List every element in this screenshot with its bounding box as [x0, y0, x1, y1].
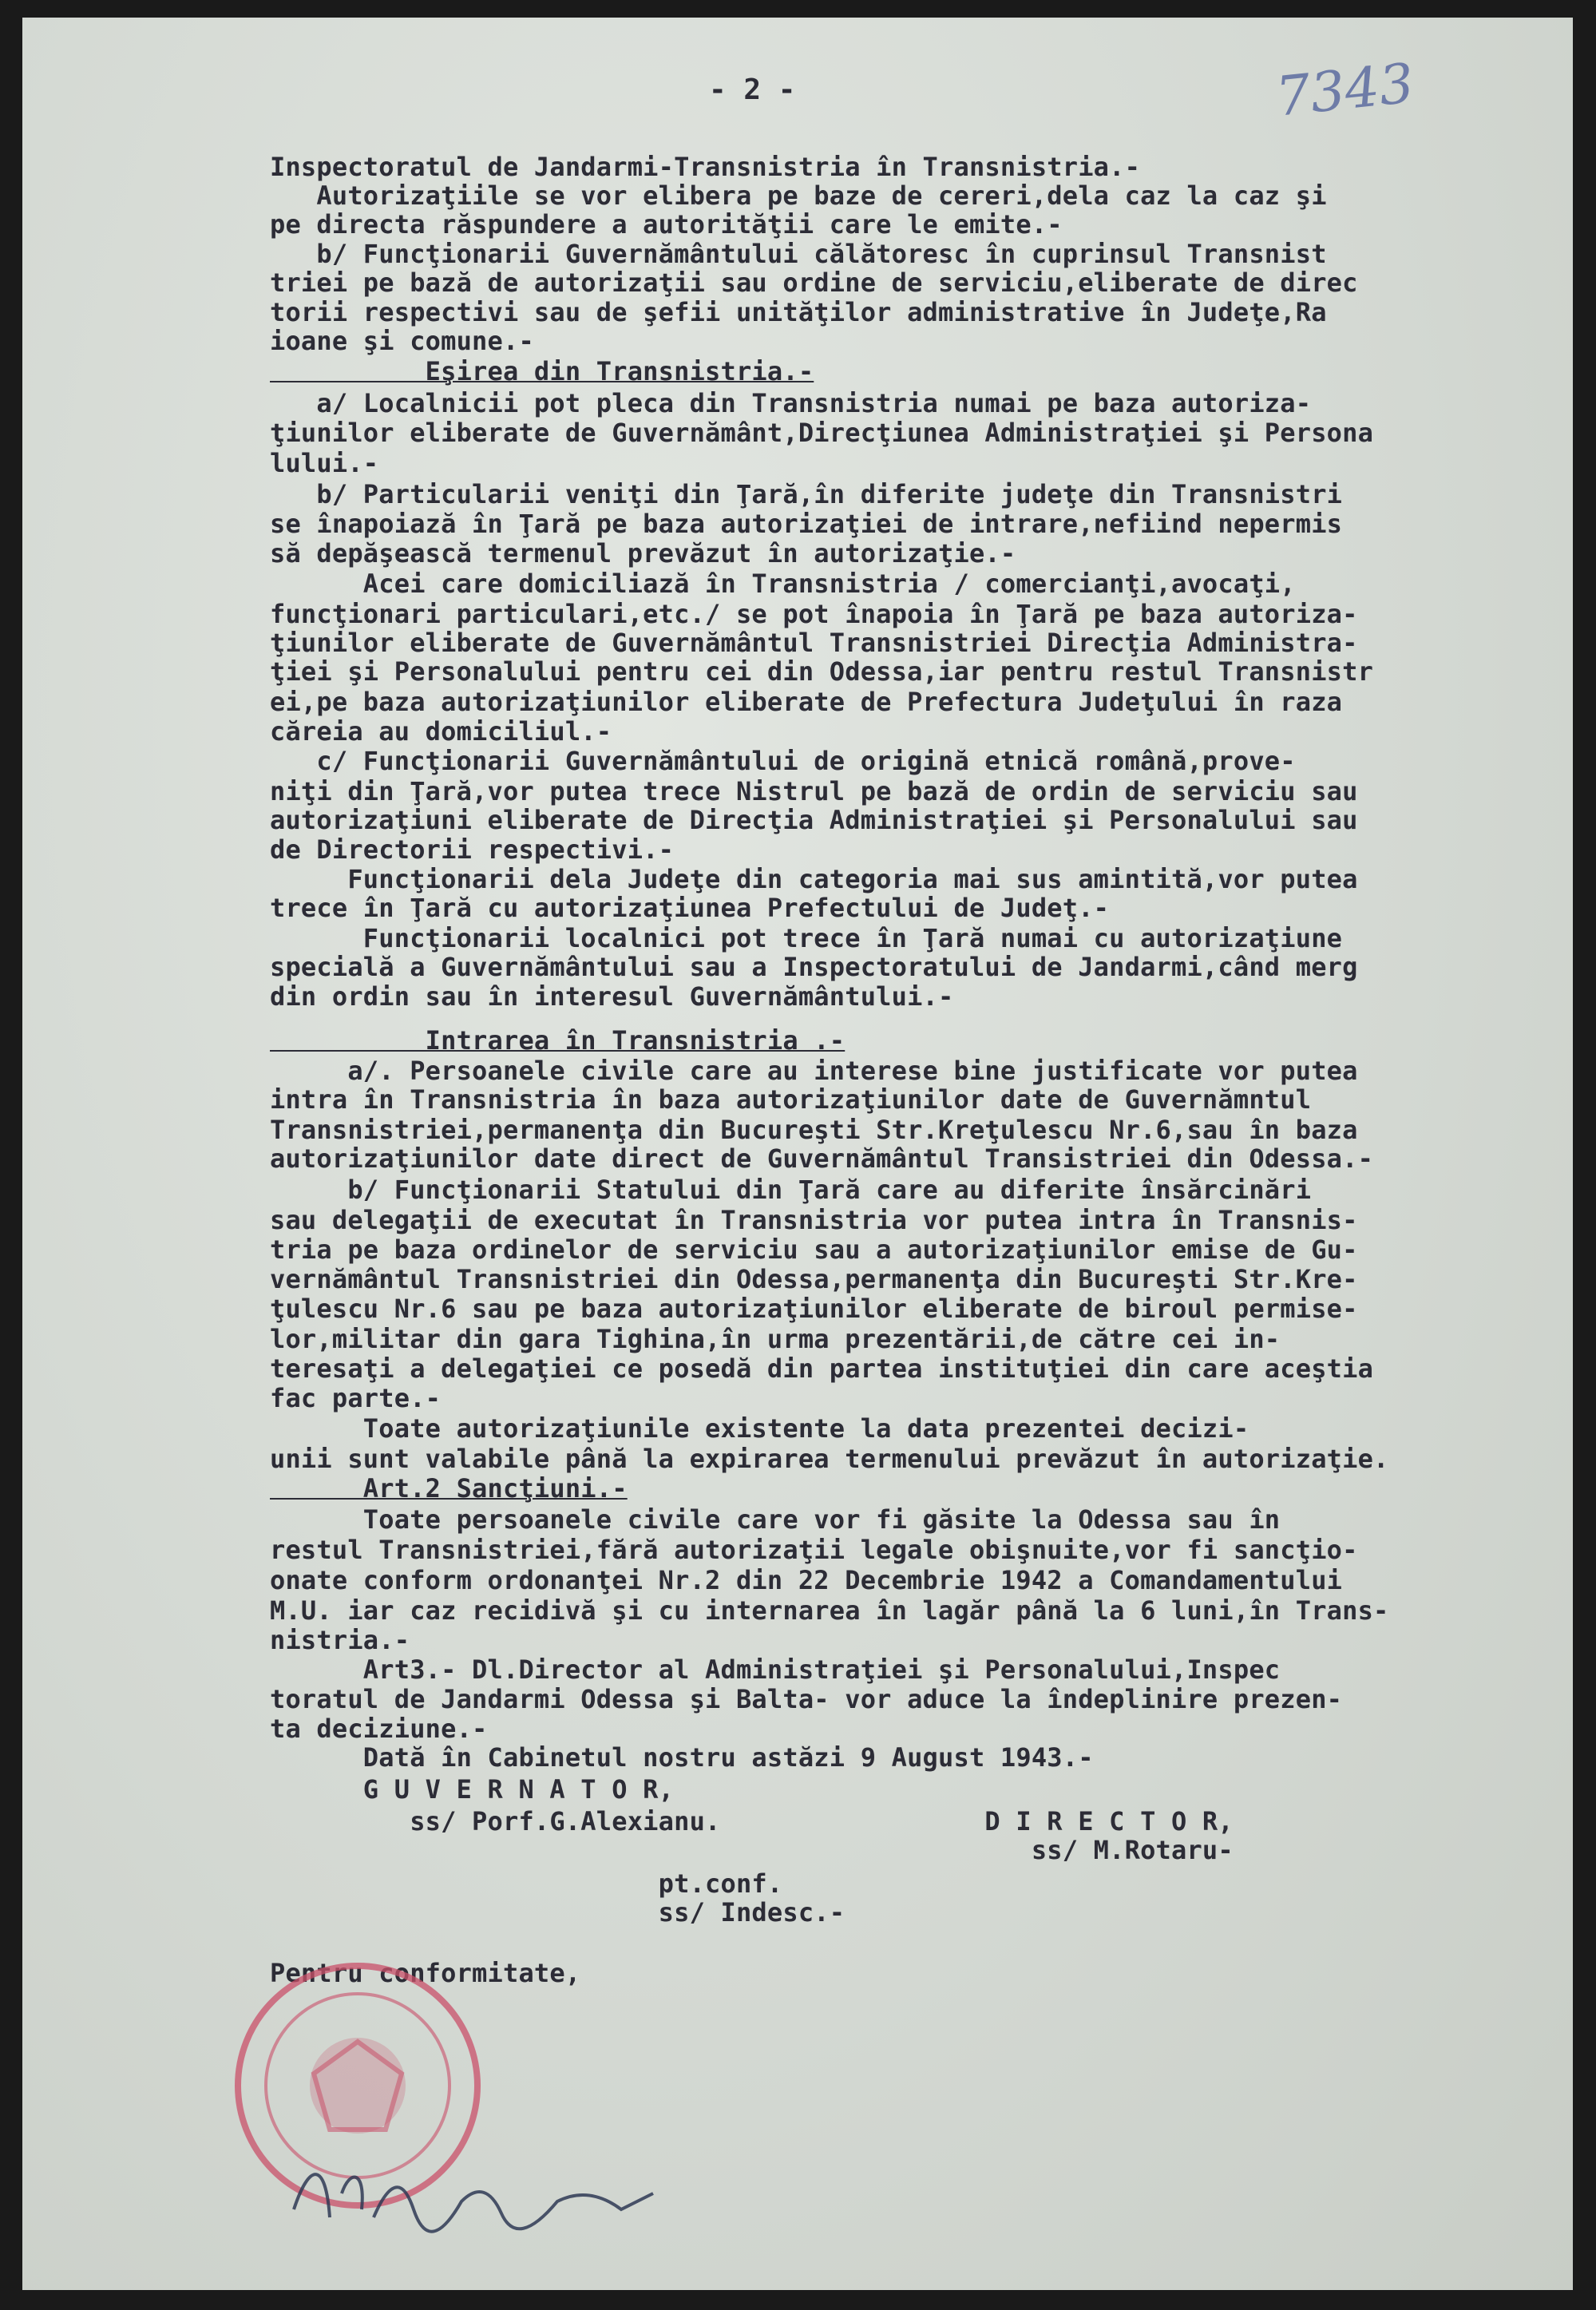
text-line: Dată în Cabinetul nostru astăzi 9 August 1943.-	[270, 1742, 1094, 1773]
handwritten-signature-icon	[286, 2146, 661, 2241]
text-line: sau delegaţii de executat în Transnistria vor putea intra în Transnis-	[270, 1205, 1358, 1235]
text-line: nistria.-	[270, 1625, 410, 1655]
text-line: trece în Ţară cu autorizaţiunea Prefectului de Judeţ.-	[270, 893, 1110, 923]
text-line: ta deciziune.-	[270, 1714, 488, 1744]
text-line: ioane şi comune.-	[270, 326, 534, 356]
text-line: b/ Funcţionarii Statului din Ţară care au diferite însărcinări	[270, 1175, 1312, 1205]
text-line: pe directa răspundere a autorităţii care le emite.-	[270, 209, 1063, 240]
text-line: toratul de Jandarmi Odessa şi Balta- vor aduce la îndeplinire prezen-	[270, 1684, 1343, 1714]
text-line: onate conform ordonanţei Nr.2 din 22 Decembrie 1942 a Comandamentului	[270, 1565, 1343, 1595]
text-line: de Directorii respectivi.-	[270, 834, 675, 865]
text-line: Intrarea în Transnistria .-	[270, 1025, 846, 1056]
text-line: se înapoiază în Ţară pe baza autorizaţiei de intrare,nefiind nepermis	[270, 509, 1343, 539]
text-line: lor,militar din gara Tighina,în urma prezentării,de către cei in-	[270, 1324, 1281, 1354]
text-line: Transnistriei,permanenţa din Bucureşti Str.Kreţulescu Nr.6,sau în baza	[270, 1115, 1358, 1145]
text-line: ţulescu Nr.6 sau pe baza autorizaţiunilor eliberate de biroul permise-	[270, 1294, 1358, 1324]
text-line: restul Transnistriei,fără autorizaţii legale obişnuite,vor fi sancţio-	[270, 1535, 1358, 1565]
text-line: specială a Guvernământului sau a Inspectoratului de Jandarmi,când merg	[270, 952, 1358, 982]
text-line: ţiei şi Personalului pentru cei din Odessa,iar pentru restul Transnistr	[270, 656, 1374, 687]
text-line: lului.-	[270, 448, 379, 478]
text-line: ţiunilor eliberate de Guvernământul Transnistriei Direcţia Administra-	[270, 628, 1358, 658]
text-line: Funcţionarii localnici pot trece în Ţară numai cu autorizaţiune	[270, 923, 1343, 953]
text-line: ss/ Indesc.-	[270, 1897, 846, 1928]
text-line: torii respectivi sau de şefii unităţilor administrative în Judeţe,Ra	[270, 297, 1327, 327]
text-line: Funcţionarii dela Judeţe din categoria mai sus amintită,vor putea	[270, 864, 1358, 894]
text-line: ţiunilor eliberate de Guvernământ,Direcţiunea Administraţiei şi Persona	[270, 418, 1374, 448]
text-line: niţi din Ţară,vor putea trece Nistrul pe bază de ordin de serviciu sau	[270, 776, 1358, 806]
text-line: Toate autorizaţiunile existente la data prezentei decizi-	[270, 1413, 1249, 1444]
text-line: c/ Funcţionarii Guvernământului de origină etnică română,prove-	[270, 746, 1296, 776]
text-line: G U V E R N A T O R,	[270, 1774, 675, 1805]
text-line: din ordin sau în interesul Guvernământului.-	[270, 981, 954, 1012]
text-line: M.U. iar caz recidivă şi cu internarea în lagăr până la 6 luni,în Trans-	[270, 1595, 1389, 1626]
text-line: autorizaţiuni eliberate de Direcţia Administraţiei şi Personalului sau	[270, 805, 1358, 835]
text-line: Art.2 Sancţiuni.-	[270, 1473, 628, 1504]
text-line: triei pe bază de autorizaţii sau ordine de serviciu,eliberate de direc	[270, 267, 1358, 298]
text-line: autorizaţiunilor date direct de Guvernământul Transistriei din Odessa.-	[270, 1143, 1374, 1174]
text-line: intra în Transnistria în baza autorizaţiunilor date de Guvernămntul	[270, 1084, 1312, 1115]
text-line: fac parte.-	[270, 1383, 442, 1413]
text-line: a/. Persoanele civile care au interese bine justificate vor putea	[270, 1056, 1358, 1086]
text-line: Acei care domiciliază în Transnistria / comercianţi,avocaţi,	[270, 569, 1296, 599]
text-line: Toate persoanele civile care vor fi găsite la Odessa sau în	[270, 1504, 1281, 1535]
text-line: a/ Localnicii pot pleca din Transnistria numai pe baza autoriza-	[270, 388, 1312, 418]
text-line: teresaţi a delegaţiei ce posedă din partea instituţiei din care aceştia	[270, 1353, 1374, 1384]
text-line: pt.conf.	[270, 1868, 783, 1899]
text-line: Eşirea din Transnistria.-	[270, 356, 814, 386]
handwritten-archive-number: 7343	[1273, 52, 1417, 129]
text-line: să depăşească termenul prevăzut în autorizaţie.-	[270, 538, 1016, 569]
text-line: Art3.- Dl.Director al Administraţiei şi Personalului,Inspec	[270, 1654, 1281, 1685]
text-line: tria pe baza ordinelor de serviciu sau a autorizaţiunilor emise de Gu-	[270, 1234, 1358, 1265]
text-line: funcţionari particulari,etc./ se pot înapoia în Ţară pe baza autoriza-	[270, 599, 1358, 629]
text-line: b/ Particularii veniţi din Ţară,în diferite judeţe din Transnistri	[270, 479, 1343, 509]
text-line: ss/ M.Rotaru-	[270, 1835, 1234, 1865]
document-page	[22, 18, 1573, 2290]
text-line: vernământul Transnistriei din Odessa,permanenţa din Bucureşti Str.Kre-	[270, 1264, 1358, 1294]
text-line: unii sunt valabile până la expirarea termenului prevăzut în autorizaţie.	[270, 1444, 1389, 1474]
text-line: Autorizaţiile se vor elibera pe baze de cereri,dela caz la caz şi	[270, 180, 1327, 211]
text-line: b/ Funcţionarii Guvernământului călătoresc în cuprinsul Transnist	[270, 239, 1327, 269]
text-line: căreia au domiciliul.-	[270, 716, 612, 747]
text-line: ei,pe baza autorizaţiunilor eliberate de Prefectura Judeţului în raza	[270, 687, 1343, 717]
page-number: - 2 -	[709, 73, 796, 106]
text-line: ss/ Porf.G.Alexianu. D I R E C T O R,	[270, 1806, 1234, 1837]
text-line: Inspectoratul de Jandarmi-Transnistria în Transnistria.-	[270, 152, 1141, 182]
text-line: Pentru conformitate,	[270, 1958, 581, 1988]
